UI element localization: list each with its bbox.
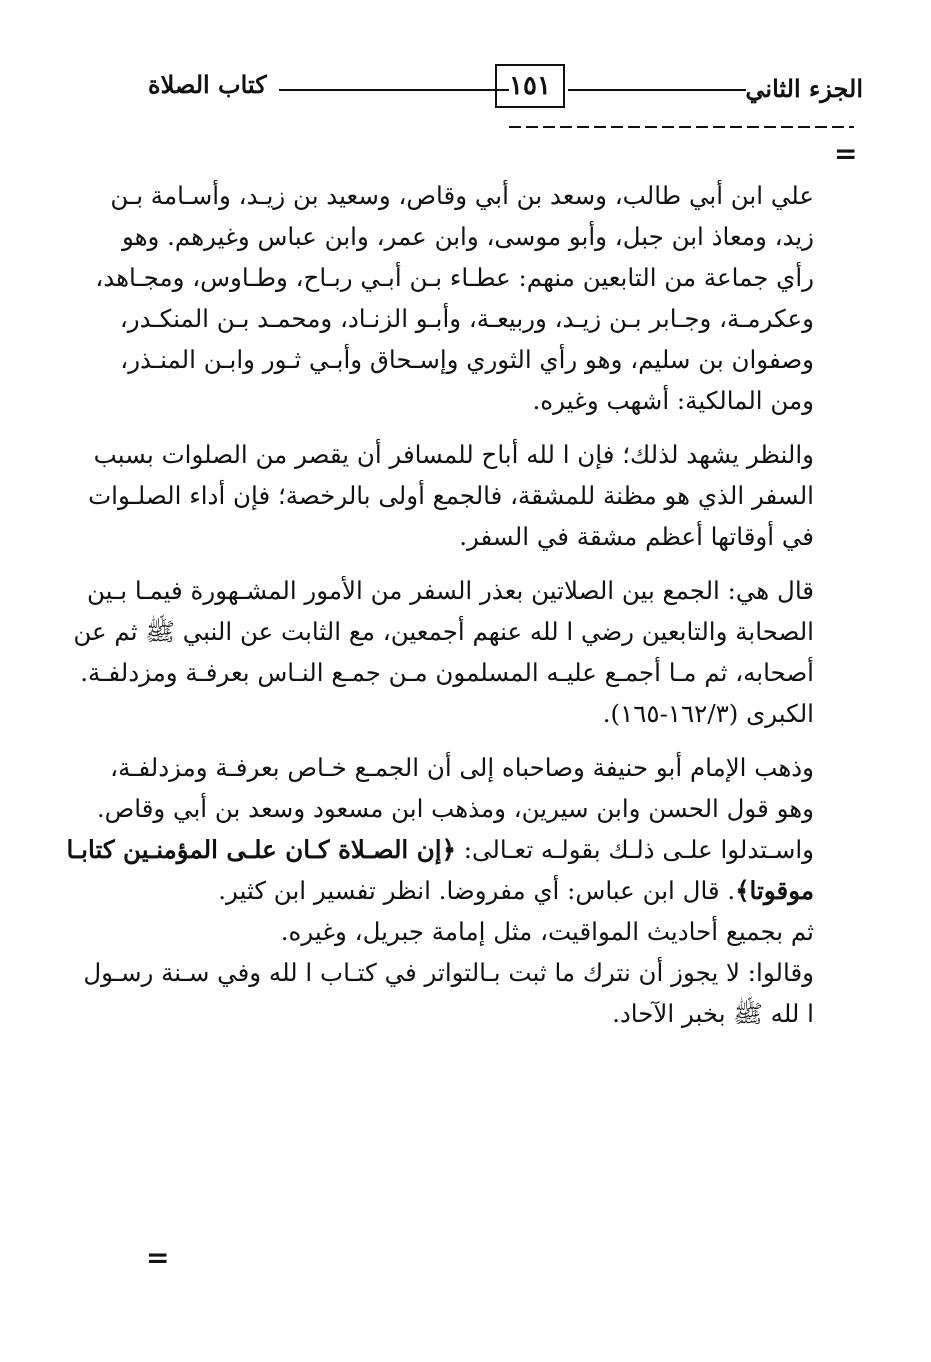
text-line: في أوقاتها أعظم مشقة في السفر. [459,522,814,551]
part-title: الجزء الثاني [745,74,863,103]
text-line: زيد، ومعاذ ابن جبل، وأبو موسى، وابن عمر، وابن عباس وغيرهم. وهو [121,222,814,251]
paragraph-gap [148,557,814,570]
top-equal-mark: = [834,137,858,170]
paragraph-companions [95,175,814,421]
page-header [148,64,863,114]
book-title: كتاب الصلاة [148,70,267,99]
text-line: وذهب الإمام أبو حنيفة وصاحباه إلى أن الجمـع خـاص بعرفـة ومزدلفـة، [110,753,814,782]
text-line: والنظر يشهد لذلك؛ فإن ا لله أباح للمسافر أن يقصر من الصلوات بسبب [93,440,814,469]
text-line: ا لله ﷺ بخبر الآحاد. [612,999,814,1028]
text-line: الكبرى (١٦٢/٣-١٦٥). [602,699,814,728]
text-line: السفر الذي هو مظنة للمشقة، فالجمع أولى بالرخصة؛ فإن أداء الصلـوات [88,481,814,510]
paragraph-gap [148,421,814,434]
dashed-separator [509,126,854,128]
text-line-with-verse [66,829,814,870]
text-line: وهو قول الحسن وابن سيرين، ومذهب ابن مسعود وسعد بن أبي وقاص. [96,794,814,823]
paragraph-gap [148,734,814,747]
text-line: الصحابة والتابعين رضي ا لله عنهم أجمعين، مع الثابت عن النبي ﷺ ثم عن [73,617,814,646]
paragraph-quote [73,570,814,734]
header-rule-right [568,89,746,91]
page-body [66,175,814,1034]
text-line: وصفوان بن سليم، وهو رأي الثوري وإسـحاق وأبـي ثـور وابـن المنـذر، [120,345,814,374]
header-rule-left [279,89,509,91]
text-line: ومن المالكية: أشهب وغيره. [532,386,814,415]
paragraph-hanafi [66,747,814,1034]
text-line: رأي جماعة من التابعين منهم: عطـاء بـن أبـي ربـاح، وطـاوس، ومجـاهد، [95,263,814,292]
text-segment: . قال ابن عباس: أي مفروضا. انظر تفسير ابن كثير. [218,876,736,905]
quran-verse: موقوتا﴾ [735,876,814,905]
text-line: قال هي: الجمع بين الصلاتين بعذر السفر من الأمور المشـهورة فيمـا بـين [87,576,814,605]
bottom-equal-mark: = [146,1241,170,1274]
text-line-with-verse [148,870,814,911]
text-line: ثم بجميع أحاديث المواقيت، مثل إمامة جبريل، وغيره. [280,917,814,946]
text-line: علي ابن أبي طالب، وسعد بن أبي وقاص، وسعيد بن زيـد، وأسـامة بـن [110,181,814,210]
quran-verse: ﴿إن الصـلاة كـان علـى المؤمنـين كتابـا [66,835,456,864]
text-line: أصحابه، ثم مـا أجمـع عليـه المسلمون مـن جمـع النـاس بعرفـة ومزدلفـة. [80,658,814,687]
text-line: وعكرمـة، وجـابر بـن زيـد، وربيعـة، وأبـو الزنـاد، ومحمـد بـن المنكـدر، [119,304,814,333]
text-line: وقالوا: لا يجوز أن نترك ما ثبت بـالتواتر في كتـاب ا لله وفي سـنة رسـول [83,958,814,987]
text-segment: واسـتدلوا علـى ذلـك بقولـه تعـالى: [455,835,814,864]
page-number: ١٥١ [495,64,565,108]
paragraph-reasoning [88,434,814,557]
